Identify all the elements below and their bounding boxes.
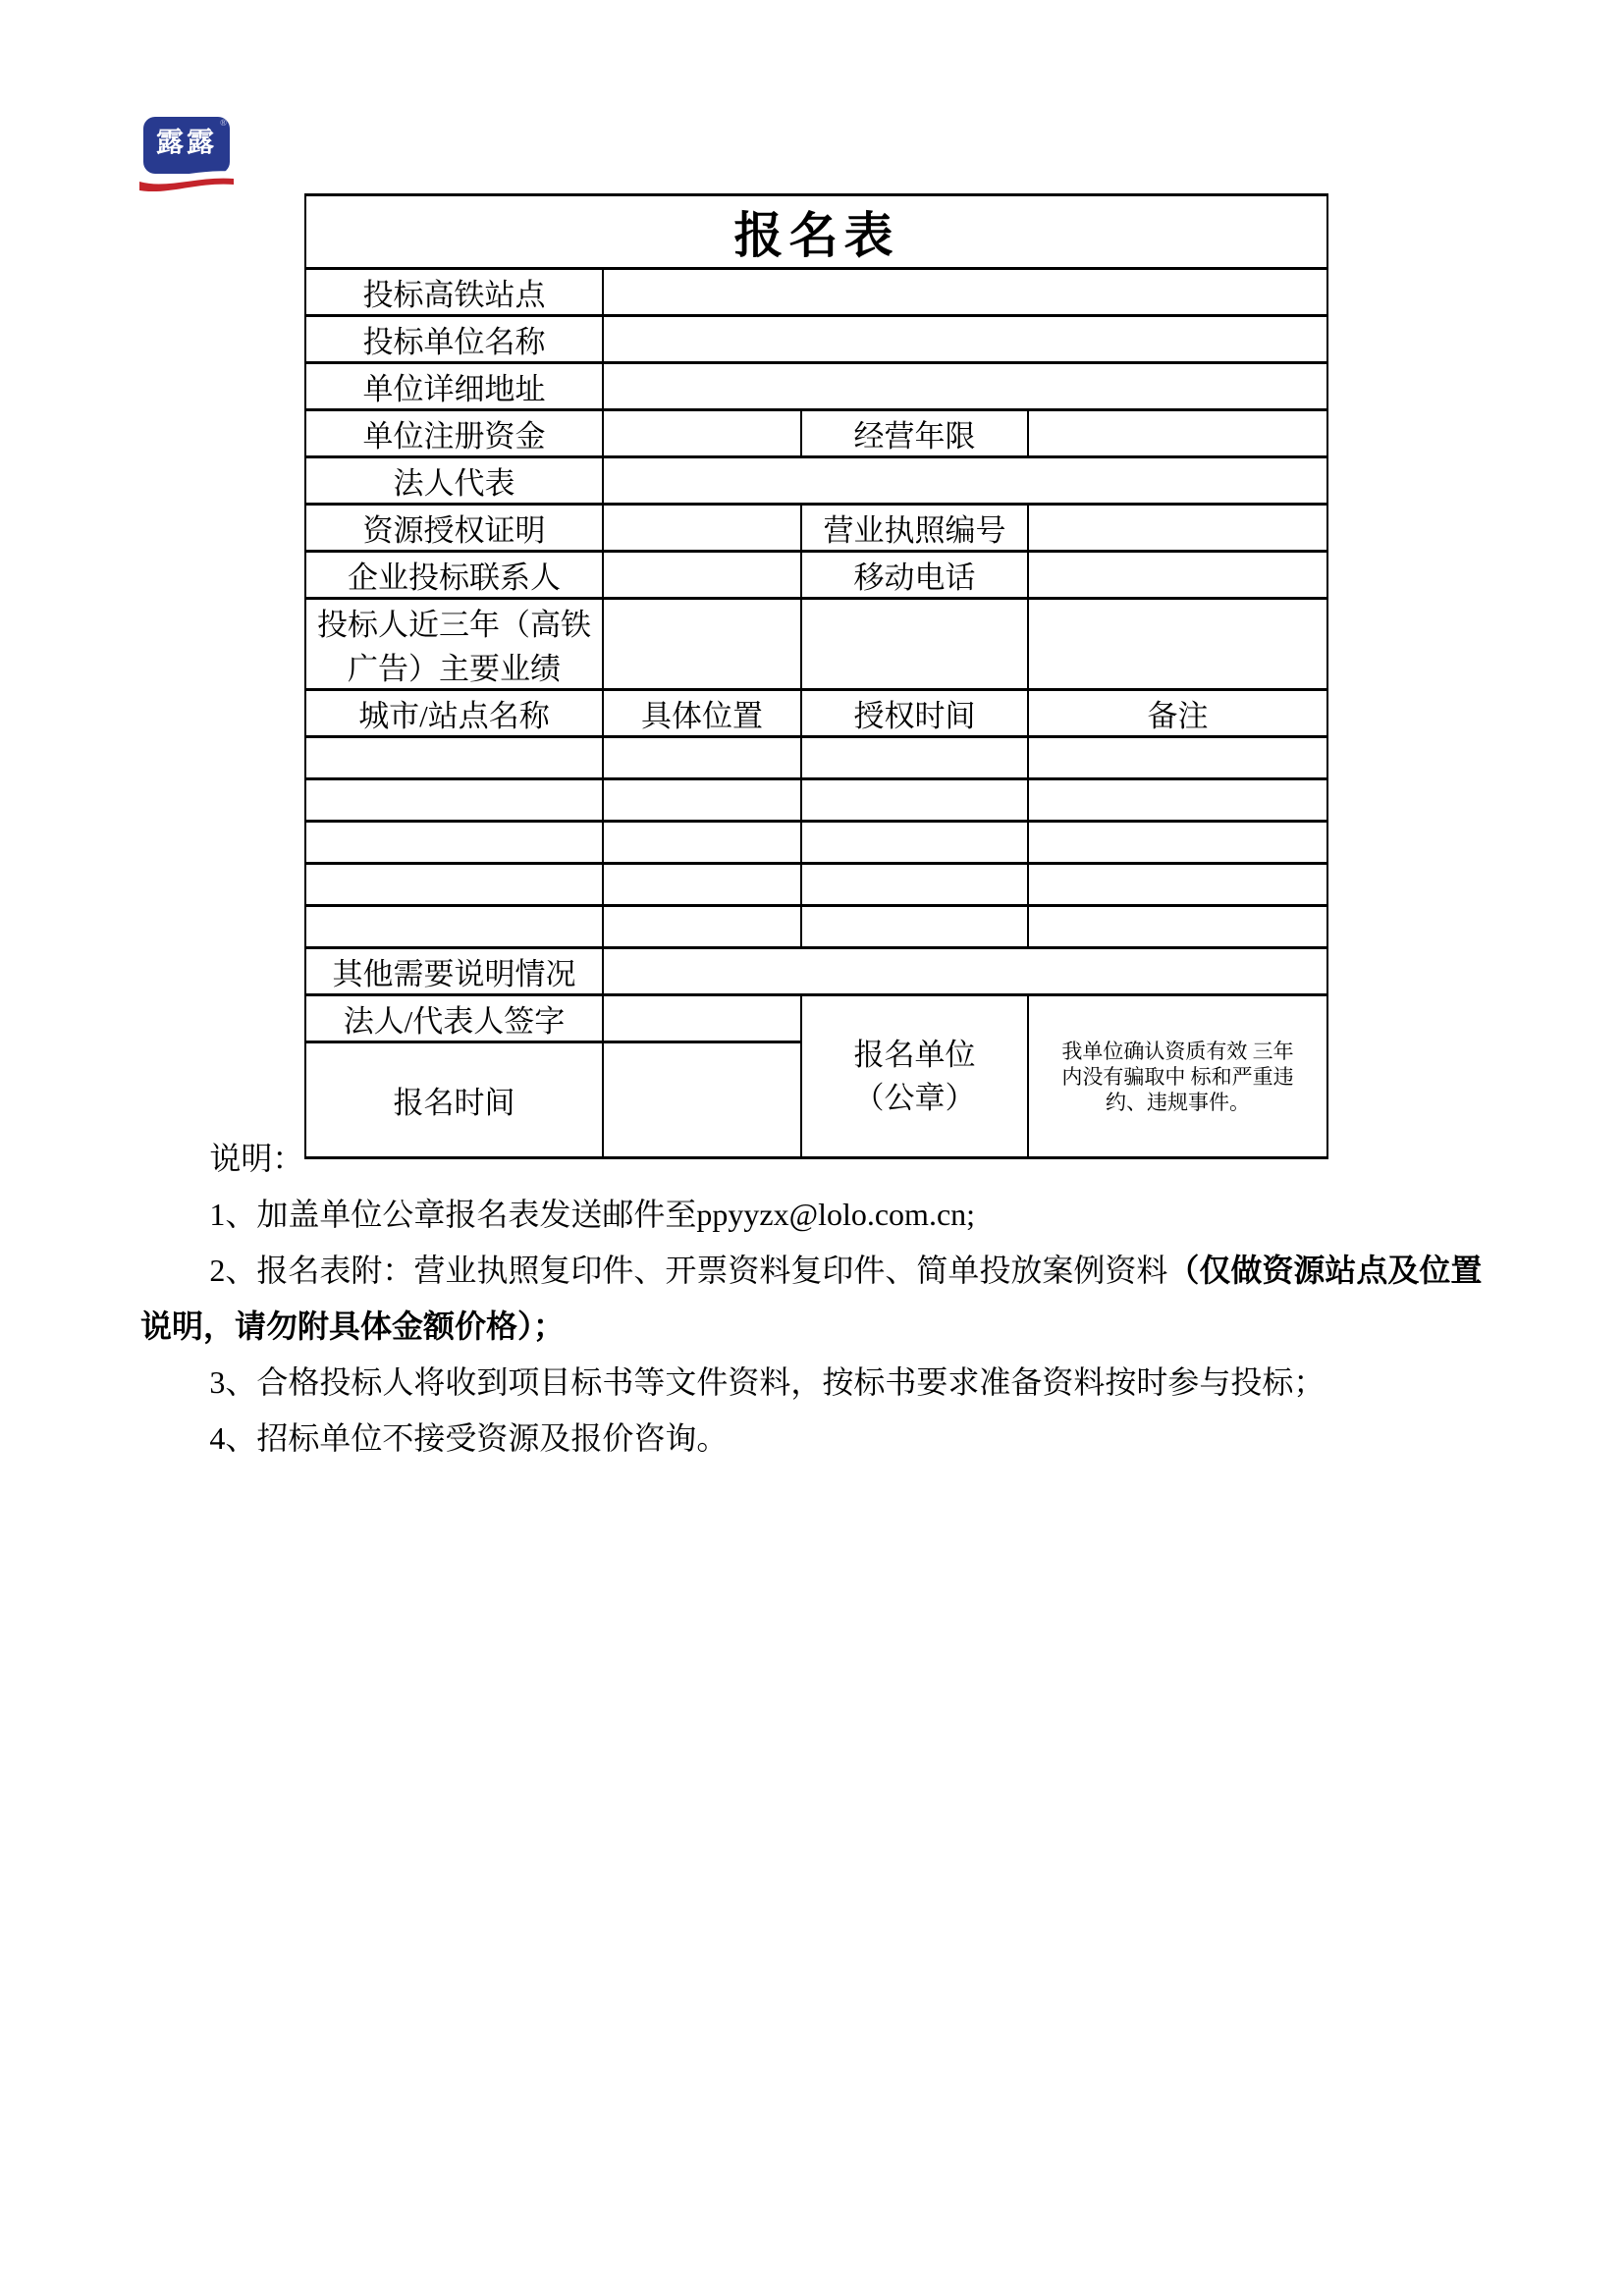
contact-row	[305, 552, 1327, 599]
lulu-brand-text: 露露	[155, 128, 217, 158]
station-empty-row-3	[305, 822, 1327, 864]
stamp-label-line1: 报名单位	[853, 1037, 976, 1072]
note-item-4: 4、招标单位不接受资源及报价咨询。	[209, 1420, 729, 1456]
empty-cell	[603, 906, 801, 948]
station-empty-row-4	[305, 864, 1327, 906]
registration-form-table	[304, 193, 1328, 1159]
other-info-value-cell	[603, 948, 1327, 995]
notes-section	[140, 1131, 1488, 1467]
station-empty-row-5	[305, 906, 1327, 948]
performance-label: 投标人近三年（高铁广告）主要业绩	[305, 599, 603, 690]
years-operating-label: 经营年限	[801, 410, 1028, 457]
station-row	[305, 269, 1327, 316]
station-table-header-row	[305, 690, 1327, 737]
company-name-label: 投标单位名称	[305, 316, 603, 363]
address-value-cell	[603, 363, 1327, 410]
performance-row	[305, 599, 1327, 690]
empty-cell	[1028, 864, 1327, 906]
legal-rep-label: 法人代表	[305, 457, 603, 505]
logo-red-swoosh-icon	[139, 166, 234, 191]
resource-auth-value-cell	[603, 505, 801, 552]
empty-cell	[1028, 906, 1327, 948]
license-no-value-cell	[1028, 505, 1327, 552]
empty-cell	[1028, 779, 1327, 822]
header-location: 具体位置	[603, 690, 801, 737]
contact-label: 企业投标联系人	[305, 552, 603, 599]
empty-cell	[305, 779, 603, 822]
empty-cell	[1028, 822, 1327, 864]
registered-capital-label: 单位注册资金	[305, 410, 603, 457]
company-name-value-cell	[603, 316, 1327, 363]
performance-value-cell-1	[603, 599, 801, 690]
legal-rep-value-cell	[603, 457, 1327, 505]
empty-cell	[801, 779, 1028, 822]
empty-cell	[305, 906, 603, 948]
empty-cell	[801, 822, 1028, 864]
empty-cell	[603, 737, 801, 779]
station-label: 投标高铁站点	[305, 269, 603, 316]
legal-rep-row	[305, 457, 1327, 505]
contact-value-cell	[603, 552, 801, 599]
empty-cell	[801, 737, 1028, 779]
performance-value-cell-3	[1028, 599, 1327, 690]
empty-cell	[305, 864, 603, 906]
stamp-label-line2: （公章）	[853, 1080, 976, 1115]
station-empty-row-2	[305, 779, 1327, 822]
signature-label: 法人/代表人签字	[305, 995, 603, 1042]
note-item-1: 1、加盖单位公章报名表发送邮件至ppyyzx@lolo.com.cn;	[209, 1197, 976, 1232]
empty-cell	[305, 737, 603, 779]
other-info-label: 其他需要说明情况	[305, 948, 603, 995]
note-item-2-normal: 2、报名表附：营业执照复印件、开票资料复印件、简单投放案例资料	[209, 1253, 1168, 1288]
note-item-2	[140, 1243, 1488, 1355]
resource-auth-label: 资源授权证明	[305, 505, 603, 552]
declaration-line1: 我单位确认资质有效 三年	[1061, 1039, 1294, 1063]
capital-row	[305, 410, 1327, 457]
form-title: 报名表	[305, 195, 1327, 269]
note-item-2-bold: （仅做资源站点及位置说明，请勿附具体金额价格）；	[140, 1253, 1483, 1344]
years-operating-value-cell	[1028, 410, 1327, 457]
mobile-label: 移动电话	[801, 552, 1028, 599]
empty-cell	[801, 864, 1028, 906]
note-item-3: 3、合格投标人将收到项目标书等文件资料，按标书要求准备资料按时参与投标；	[209, 1364, 1326, 1400]
address-label: 单位详细地址	[305, 363, 603, 410]
signature-value-cell	[603, 995, 801, 1042]
registered-trademark-icon: ®	[220, 118, 227, 128]
address-row	[305, 363, 1327, 410]
empty-cell	[305, 822, 603, 864]
registered-capital-value-cell	[603, 410, 801, 457]
date-label: 报名时间	[305, 1042, 603, 1158]
empty-cell	[603, 822, 801, 864]
station-value-cell	[603, 269, 1327, 316]
signature-row	[305, 995, 1327, 1042]
empty-cell	[603, 779, 801, 822]
license-no-label: 营业执照编号	[801, 505, 1028, 552]
header-city-station: 城市/站点名称	[305, 690, 603, 737]
company-name-row	[305, 316, 1327, 363]
station-empty-row-1	[305, 737, 1327, 779]
lulu-logo	[143, 117, 230, 191]
declaration-line2: 内没有骗取中 标和严重违	[1061, 1064, 1294, 1089]
empty-cell	[801, 906, 1028, 948]
header-auth-time: 授权时间	[801, 690, 1028, 737]
mobile-value-cell	[1028, 552, 1327, 599]
resource-auth-row	[305, 505, 1327, 552]
performance-value-cell-2	[801, 599, 1028, 690]
declaration-line3: 约、违规事件。	[1106, 1090, 1250, 1114]
empty-cell	[1028, 737, 1327, 779]
notes-heading: 说明：	[209, 1141, 304, 1176]
header-remarks: 备注	[1028, 690, 1327, 737]
empty-cell	[603, 864, 801, 906]
form-title-row	[305, 195, 1327, 269]
other-info-row	[305, 948, 1327, 995]
